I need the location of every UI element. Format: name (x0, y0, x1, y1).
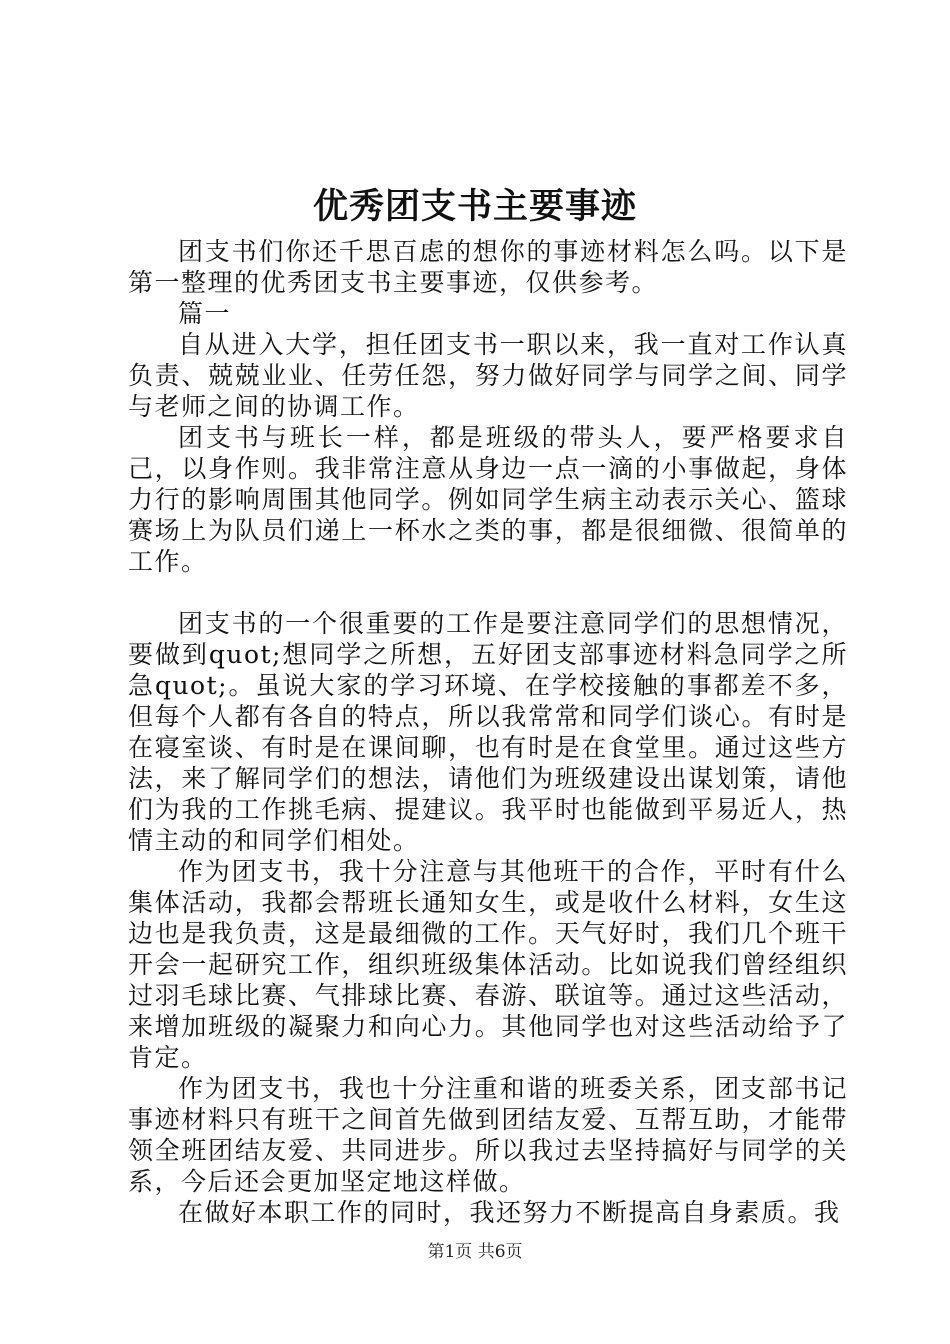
paragraph: 作为团支书，我也十分注重和谐的班委关系，团支部书记事迹材料只有班干之间首先做到团结友爱、互帮互助，才能带领全班团结友爱、共同进步。所以我过去坚持搞好与同学的关系，今后还会更加坚定地这样做。 (128, 1074, 848, 1196)
paragraph: 作为团支书，我十分注意与其他班干的合作，平时有什么集体活动，我都会帮班长通知女生，或是收什么材料，女生这边也是我负责，这是最细微的工作。天气好时，我们几个班干开会一起研究工作，组织班级集体活动。比如说我们曾经组织过羽毛球比赛、气排球比赛、春游、联谊等。通过这些活动，来增加班级的凝聚力和向心力。其他同学也对这些活动给予了肯定。 (128, 857, 848, 1072)
section-heading: 篇一 (178, 299, 232, 328)
paragraph-intro: 团支书们你还千思百虑的想你的事迹材料怎么吗。以下是第一整理的优秀团支书主要事迹，仅供参考。 (128, 237, 848, 297)
document-title: 优秀团支书主要事迹 (312, 186, 637, 227)
paragraph: 团支书的一个很重要的工作是要注意同学们的思想情况，要做到quot;想同学之所想，五好团支部事迹材料急同学之所急quot;。虽说大家的学习环境、在学校接触的事都差不多，但每个人都有各自的特点，所以我常常和同学们谈心。有时是在寝室谈、有时是在课间聊，也有时是在食堂里。通过这些方法，来了解同学们的想法，请他们为班级建设出谋划策，请他们为我的工作挑毛病、提建议。我平时也能做到平易近人，热情主动的和同学们相处。 (128, 609, 848, 855)
paragraph-spacer (128, 577, 848, 608)
paragraph: 自从进入大学，担任团支书一职以来，我一直对工作认真负责、兢兢业业、任劳任怨，努力做好同学与同学之间、同学与老师之间的协调工作。 (128, 330, 848, 421)
document-body (128, 236, 848, 1228)
page-number-footer: 第1页 共6页 (427, 1242, 523, 1262)
paragraph: 在做好本职工作的同时，我还努力不断提高自身素质。我 (178, 1198, 841, 1227)
paragraph: 团支书与班长一样，都是班级的带头人，要严格要求自己，以身作则。我非常注意从身边一点一滴的小事做起，身体力行的影响周围其他同学。例如同学生病主动表示关心、篮球赛场上为队员们递上一杯水之类的事，都是很细微、很简单的工作。 (128, 423, 848, 576)
